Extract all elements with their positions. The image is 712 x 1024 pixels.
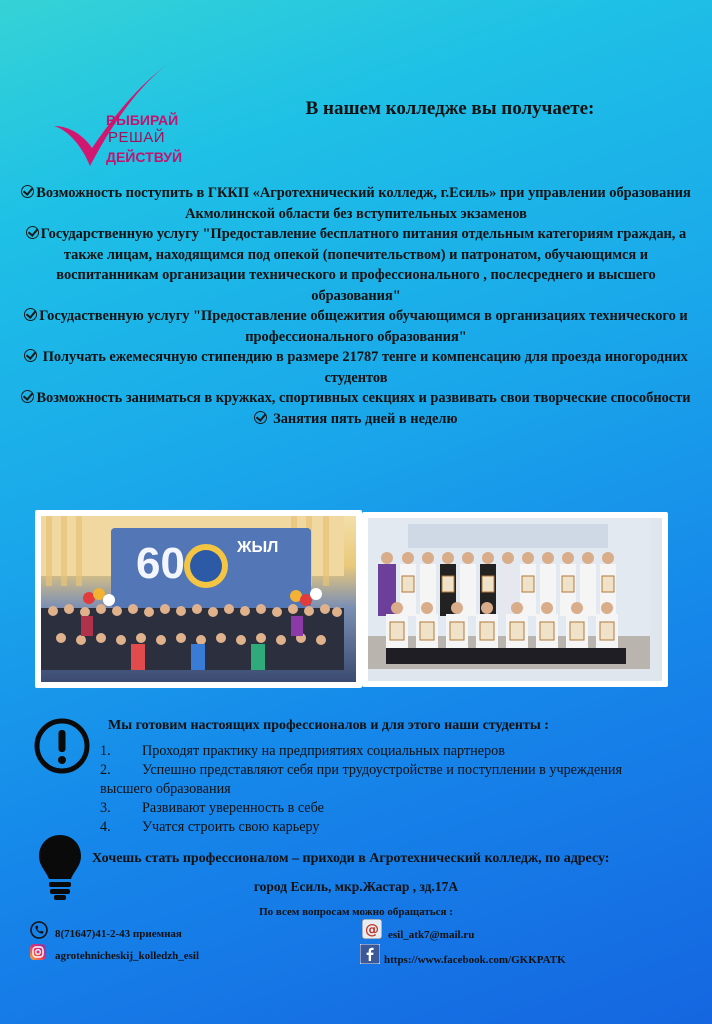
benefit-item [15,306,697,347]
benefit-text: Занятия пять дней в неделю [273,410,458,427]
professionals-title: Мы готовим настоящих профессионалов и для этого наши студенты : [108,718,549,733]
benefit-text: Возможность заниматься в кружках, спортивных секциях и развивать свои творческие способности [36,390,691,406]
check-circle-icon [26,226,39,239]
check-circle-icon [21,185,34,198]
step-text: Проходят практику на предприятиях социальных партнеров [142,743,505,759]
college-address: город Есиль, мкр.Жастар , зд.17А [253,879,459,894]
step-number: 3. [100,800,111,816]
step-item [100,818,660,837]
svg-text:@: @ [365,922,379,938]
benefit-item [15,183,697,224]
benefit-item [15,388,697,409]
benefit-text: Получать ежемесячную стипендию в размере 21787 тенге и компенсацию для проезда иногородних студентов [42,349,688,386]
contacts-title: По всем вопросам можно обращаться : [259,906,453,918]
check-circle-icon [24,308,37,321]
step-number: 1. [100,743,111,759]
benefit-text: Возможность поступить в ГККП «Агротехнический колледж, г.Есиль» при управлении образования Акмолинской области без вступительных экзаменов [36,185,691,222]
logo-word-3: ДЕЙСТВУЙ [106,149,183,165]
banner-word: ЖЫЛ [237,539,279,556]
page-headline: В нашем колледже вы получаете: [305,98,595,119]
benefit-item [15,347,697,388]
photo-scene [368,518,650,669]
call-to-action: Хочешь стать профессионалом – приходи в Агротехнический колледж, по адресу: [92,851,610,866]
benefit-text: Госудаственную услугу "Предоставление общежития обучающимся в организациях технического и профессионального образования" [39,308,688,345]
photo-scene [41,516,344,670]
step-item [100,799,660,818]
benefits-list [15,183,697,429]
benefit-text: Государственную услугу "Предоставление бесплатного питания отдельным категориям граждан, а также лицам, находящимся под опекой (попечительством) и патронатом, обучающимся и воспитанникам организации технического и профессионального , послесреднего и высшего образования" [40,226,687,304]
students-certificates-photo [362,512,668,687]
step-number: 2. [100,762,111,778]
logo-word-2: РЕШАЙ [108,129,166,146]
college-logo [48,58,208,178]
step-item [100,742,660,761]
professionals-steps [100,742,660,837]
banner-number: 60 [136,539,185,588]
step-number: 4. [100,819,111,835]
facebook-link[interactable]: https://www.facebook.com/GKKPATK [384,954,566,966]
facebook-icon [360,944,380,964]
phone-icon [30,921,48,939]
instagram-icon [30,944,46,960]
step-text: Учатся строить свою карьеру [142,819,320,835]
anniversary-group-photo [35,510,362,688]
email-address[interactable]: esil_atk7@mail.ru [388,929,475,941]
check-circle-icon [24,349,37,362]
phone-number: 8(71647)41-2-43 приемная [55,928,182,940]
step-text: Успешно представляют себя при трудоустройстве и поступлении в учреждения высшего образования [100,762,622,797]
step-item [100,761,660,799]
benefit-item [15,224,697,306]
check-circle-icon [254,411,267,424]
exclamation-circle-icon [33,717,91,775]
check-circle-icon [21,390,34,403]
logo-word-1: ВЫБИРАЙ [106,112,179,128]
benefit-item [15,409,697,430]
step-text: Развивают уверенность в себе [142,800,324,816]
email-at-icon [362,919,382,939]
instagram-handle[interactable]: agrotehnicheskij_kolledzh_esil [55,950,200,962]
